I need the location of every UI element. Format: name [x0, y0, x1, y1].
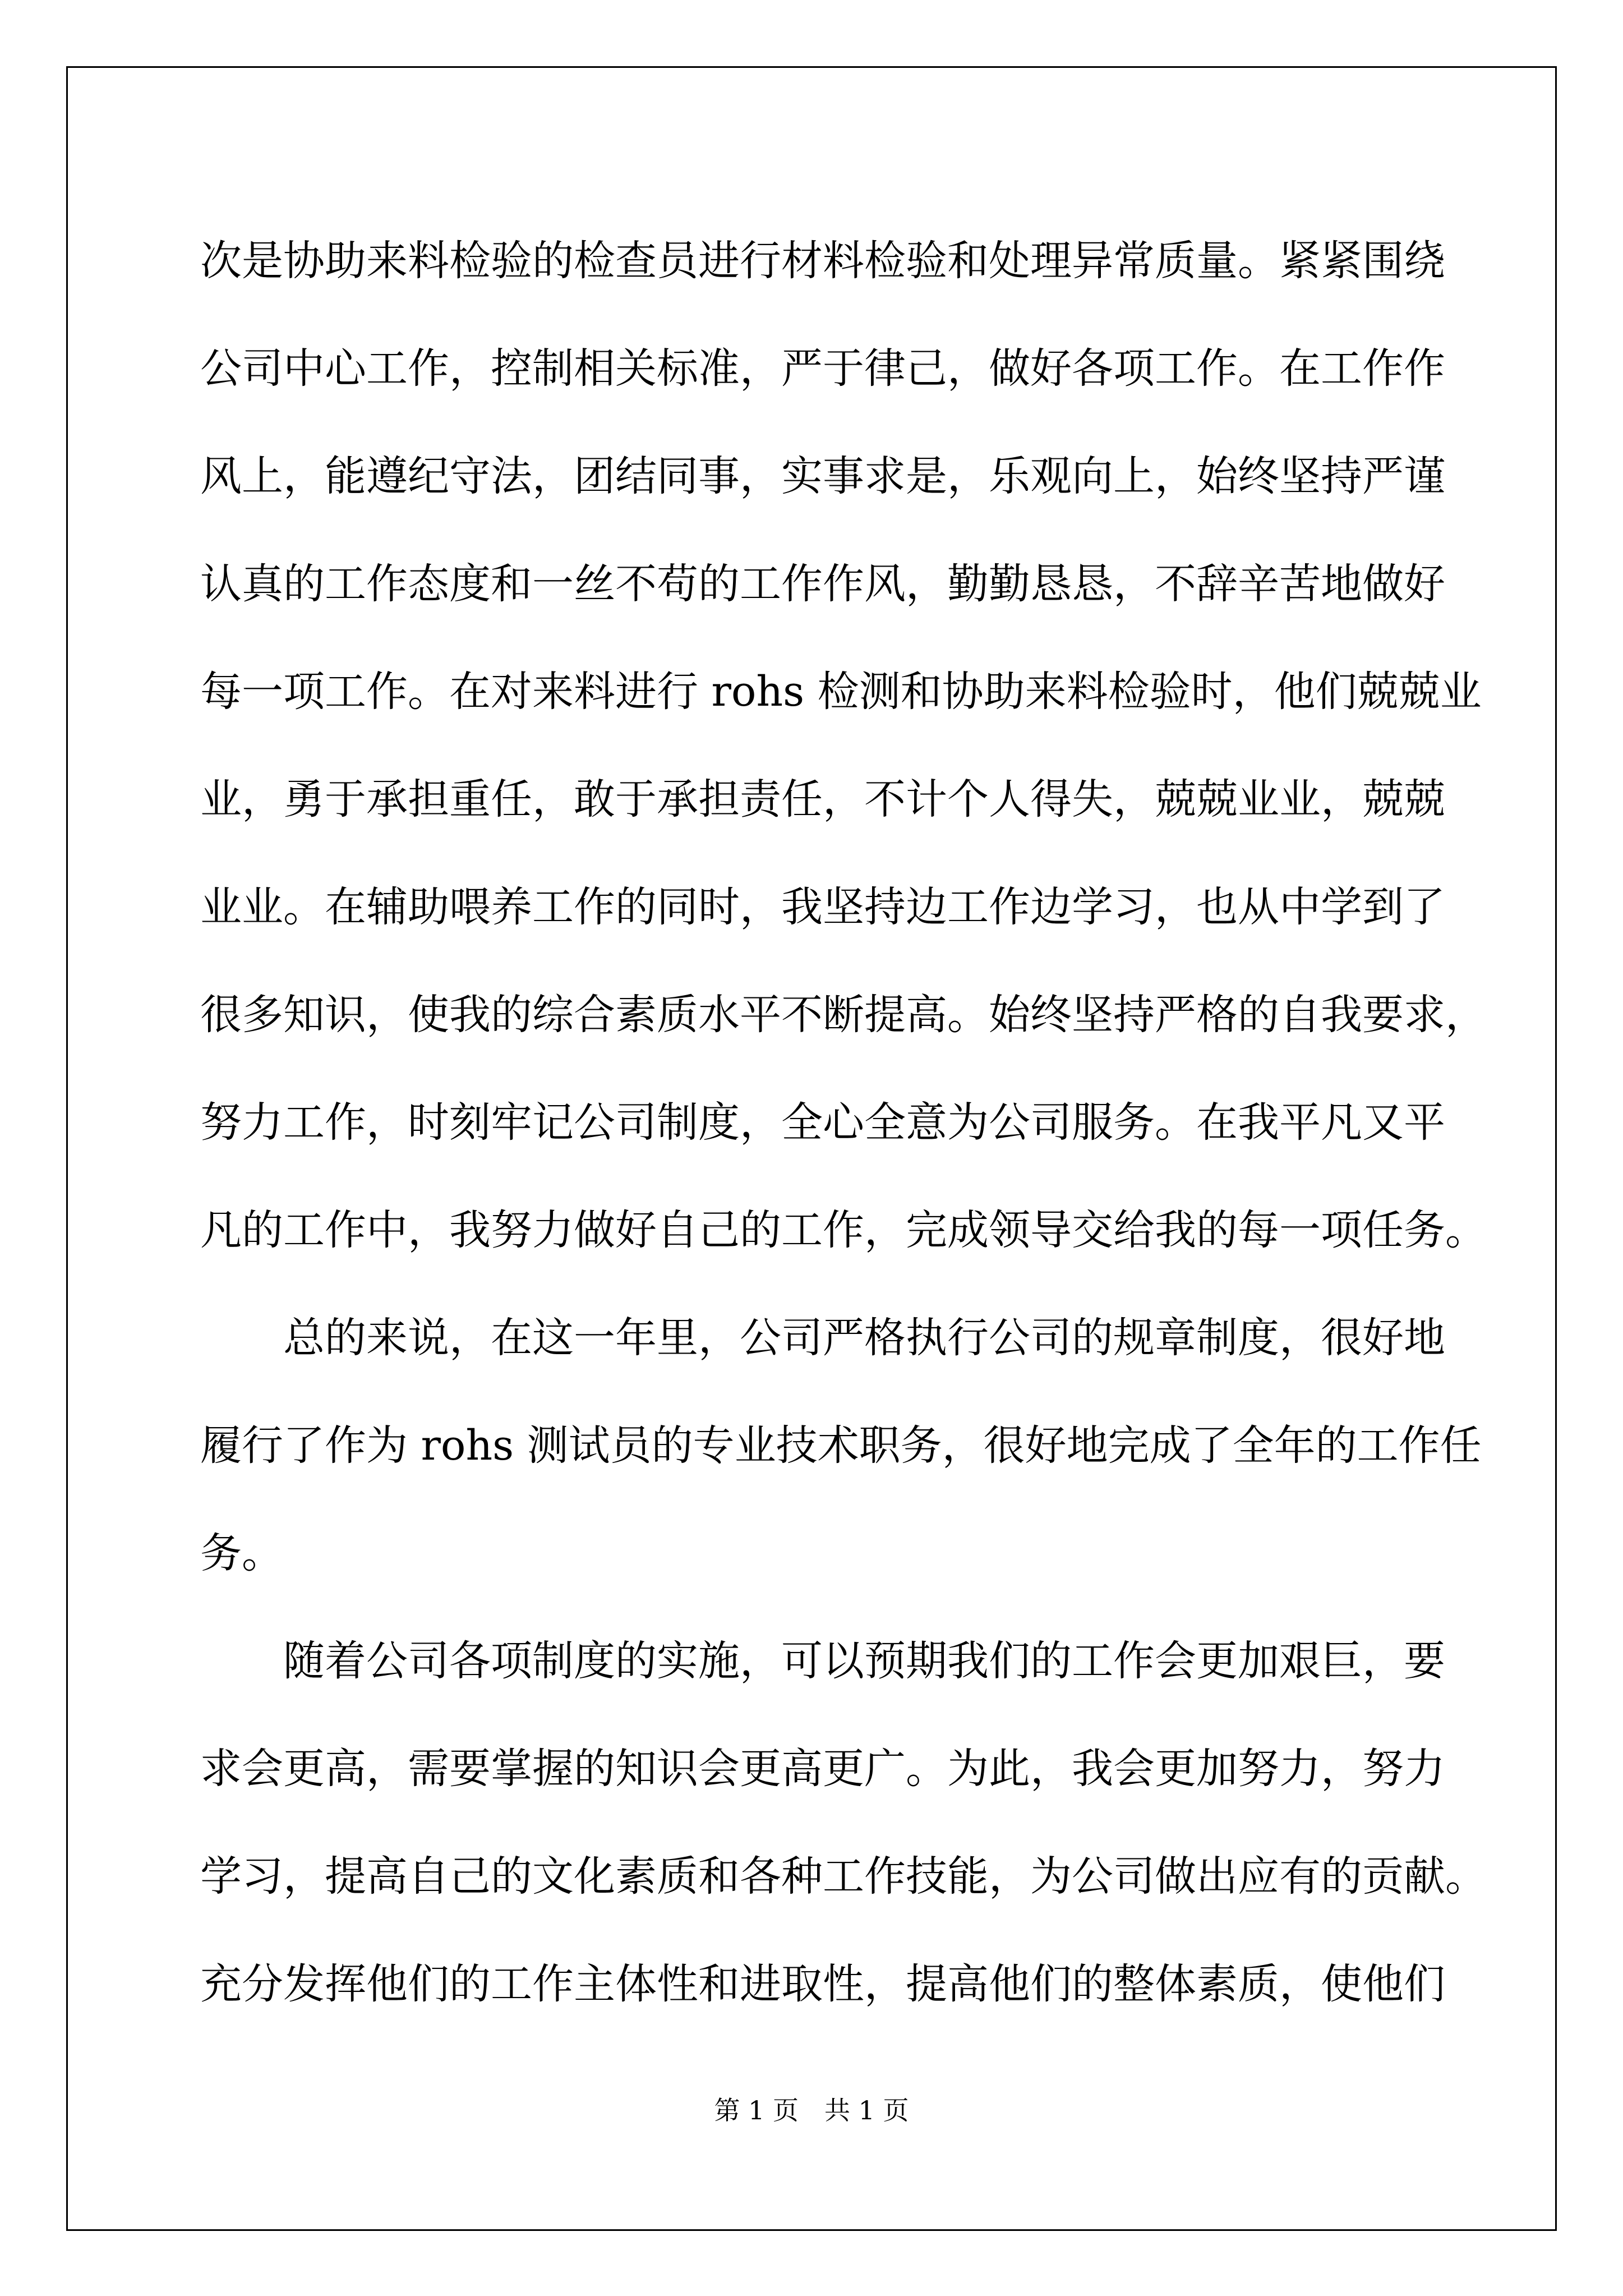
text-line: 很多知识，使我的综合素质水平不断提高。始终坚持严格的自我要求，	[200, 991, 1487, 1039]
page-footer	[0, 2090, 1623, 2127]
text-line: 认真的工作态度和一丝不苟的工作作风，勤勤恳恳，不辞辛苦地做好	[200, 560, 1445, 608]
text-line: 求会更高，需要掌握的知识会更高更广。为此，我会更加努力，努力	[200, 1745, 1445, 1793]
document-body	[200, 207, 1487, 2038]
text-line: 业业。在辅助喂养工作的同时，我坚持边工作边学习，也从中学到了	[200, 883, 1445, 931]
text-line: 学习，提高自己的文化素质和各种工作技能，为公司做出应有的贡献。	[200, 1852, 1487, 1901]
text-line: 总的来说，在这一年里，公司严格执行公司的规章制度，很好地	[283, 1314, 1445, 1362]
text-line: 随着公司各项制度的实施，可以预期我们的工作会更加艰巨，要	[283, 1637, 1445, 1685]
text-line: 风上，能遵纪守法，团结同事，实事求是，乐观向上，始终坚持严谨	[200, 452, 1445, 500]
text-line: 公司中心工作，控制相关标准，严于律己，做好各项工作。在工作作	[200, 344, 1445, 393]
text-line: 次是协助来料检验的检查员进行材料检验和处理异常质量。紧紧围绕	[200, 237, 1445, 285]
text-line: 每一项工作。在对来料进行 rohs 检测和协助来料检验时，他们兢兢业	[200, 668, 1482, 716]
text-line: 努力工作，时刻牢记公司制度，全心全意为公司服务。在我平凡又平	[200, 1098, 1445, 1147]
text-line: 充分发挥他们的工作主体性和进取性，提高他们的整体素质，使他们	[200, 1960, 1445, 2008]
text-line: 务。	[200, 1529, 283, 1577]
text-line: 凡的工作中，我努力做好自己的工作，完成领导交给我的每一项任务。	[200, 1206, 1487, 1254]
page-number-label: 第 1 页 共 1 页	[714, 2095, 909, 2125]
text-line: 履行了作为 rohs 测试员的专业技术职务，很好地完成了全年的工作任	[200, 1421, 1482, 1470]
text-line: 业，勇于承担重任，敢于承担责任，不计个人得失，兢兢业业，兢兢	[200, 775, 1445, 823]
